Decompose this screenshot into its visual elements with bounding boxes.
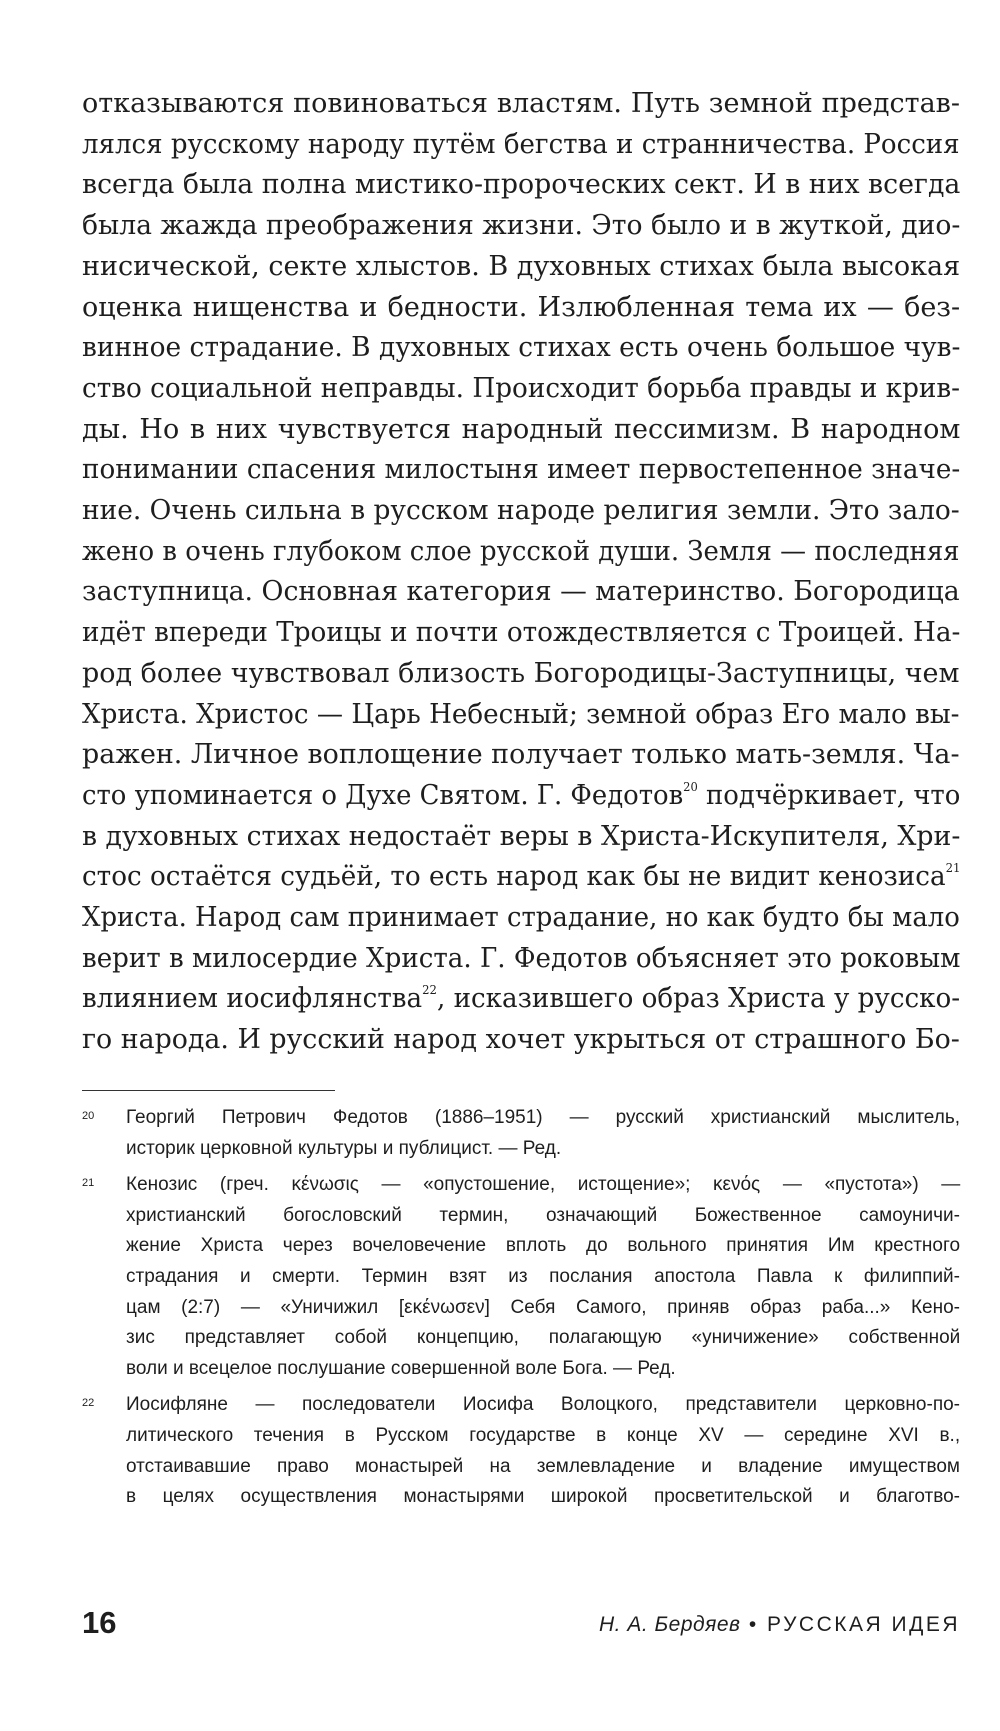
footnote-line: воли и всецелое послушание совершенной воле Бога. — Ред. xyxy=(126,1357,676,1379)
separator-bullet: • xyxy=(748,1613,759,1636)
footnote-line: историк церковной культуры и публицист. — Ред. xyxy=(126,1137,562,1159)
text-line: род более чувствовал близость Богородицы-Заступницы, чем xyxy=(82,657,960,689)
book-title: РУССКАЯ ИДЕЯ xyxy=(767,1613,960,1636)
text-line: заступница. Основная категория — материнство. Богородица xyxy=(82,576,960,608)
footnote-line: Георгий Петрович Федотов (1886–1951) — русский христианский мыслитель, xyxy=(126,1107,960,1128)
footnote-line: зис представляет собой концепцию, полагающую «уничижение» собственной xyxy=(126,1327,961,1349)
text-line: оценка нищенства и бедности. Излюбленная тема их — без- xyxy=(82,291,961,323)
footnote-number: 21 xyxy=(82,1177,95,1190)
text-line: была жажда преображения жизни. Это было и в жуткой, дио- xyxy=(82,210,961,242)
footnote-divider xyxy=(82,1090,335,1091)
text-segment: , исказившего образ Христа у русско- xyxy=(436,983,961,1015)
text-line: ство социальной неправды. Происходит борьба правды и крив- xyxy=(82,372,961,404)
text-line: Христа. Христос — Царь Небесный; земной образ Его мало вы- xyxy=(82,698,960,730)
main-text xyxy=(82,84,960,1061)
text-line: винное страдание. В духовных стихах есть очень большое чув- xyxy=(82,332,961,364)
footnote-ref-22[interactable]: 22 xyxy=(422,983,437,998)
footnote-line: цам (2:7) — «Уничижил [εκένωσεν] Себя Самого, приняв образ раба...» Кено- xyxy=(126,1296,960,1318)
page-footer xyxy=(82,1605,960,1645)
text-line: в духовных стихах недостаёт веры в Христа-Искупителя, Хри- xyxy=(82,820,961,852)
footnote-line: Иосифляне — последователи Иосифа Волоцкого, представители церковно-по- xyxy=(126,1394,960,1416)
footnote-20 xyxy=(82,1103,960,1164)
footnote-ref-20[interactable]: 20 xyxy=(683,779,698,794)
text-line: всегда была полна мистико-пророческих сект. И в них всегда xyxy=(82,169,961,201)
author-name: Н. А. Бердяев xyxy=(598,1613,741,1636)
text-line-with-ref xyxy=(82,979,961,1020)
text-line: идёт впереди Троицы и почти отождествляется с Троицей. На- xyxy=(82,617,961,649)
footnote-ref-21[interactable]: 21 xyxy=(945,861,961,876)
text-line-with-ref xyxy=(82,776,961,817)
text-line: ды. Но в них чувствуется народный пессимизм. В народном xyxy=(82,413,961,445)
footnotes xyxy=(82,1103,960,1519)
footnote-number: 20 xyxy=(82,1110,95,1122)
text-line: верит в милосердие Христа. Г. Федотов объясняет это роковым xyxy=(82,942,961,974)
text-line: Христа. Народ сам принимает страдание, но как будто бы мало xyxy=(82,902,960,934)
footnote-21 xyxy=(82,1170,960,1384)
text-line: понимании спасения милостыня имеет первостепенное значе- xyxy=(82,454,961,486)
page-number: 16 xyxy=(82,1605,117,1640)
footnote-line: страдания и смерти. Термин взят из послания апостола Павла к филиппий- xyxy=(126,1265,960,1287)
footnote-line: Кенозис (греч. κένωσις — «опустошение, истощение»; κενός — «пустота») — xyxy=(126,1174,961,1196)
text-segment: сто упоминается о Духе Святом. Г. Федотов xyxy=(82,779,684,811)
footnote-line: отстаивавшие право монастырей на землевладение и владение имуществом xyxy=(126,1455,960,1477)
text-line: ние. Очень сильна в русском народе религия земли. Это зало- xyxy=(82,495,960,527)
text-segment: подчёркивает, что xyxy=(697,779,961,811)
footnote-line: литического течения в Русском государстве в конце XV — середине XVI в., xyxy=(126,1424,961,1446)
text-line: го народа. И русский народ хочет укрыться от страшного Бо- xyxy=(82,1024,960,1056)
text-line-with-ref xyxy=(82,857,961,898)
text-line: ражен. Личное воплощение получает только мать-земля. Ча- xyxy=(82,739,960,771)
footnote-line: в целях осуществления монастырями широкой просветительской и благотво- xyxy=(126,1486,960,1508)
text-segment: стос остаётся судьёй, то есть народ как бы не видит кенозиса xyxy=(82,861,946,893)
running-head xyxy=(599,1613,960,1637)
text-line: жено в очень глубоком слое русской души. Земля — последняя xyxy=(82,535,960,567)
footnote-number: 22 xyxy=(82,1397,95,1410)
text-line: нисической, секте хлыстов. В духовных стихах была высокая xyxy=(82,250,961,282)
text-segment: влиянием иосифлянства xyxy=(82,983,423,1015)
text-line: лялся русскому народу путём бегства и странничества. Россия xyxy=(82,128,960,160)
footnote-line: христианский богословский термин, означающий Божественное самоуничи- xyxy=(126,1204,960,1226)
footnote-line: жение Христа через вочеловечение вплоть до вольного принятия Им крестного xyxy=(126,1235,961,1257)
footnote-22 xyxy=(82,1390,960,1512)
text-line: отказываются повиноваться властям. Путь земной представ- xyxy=(82,88,960,119)
